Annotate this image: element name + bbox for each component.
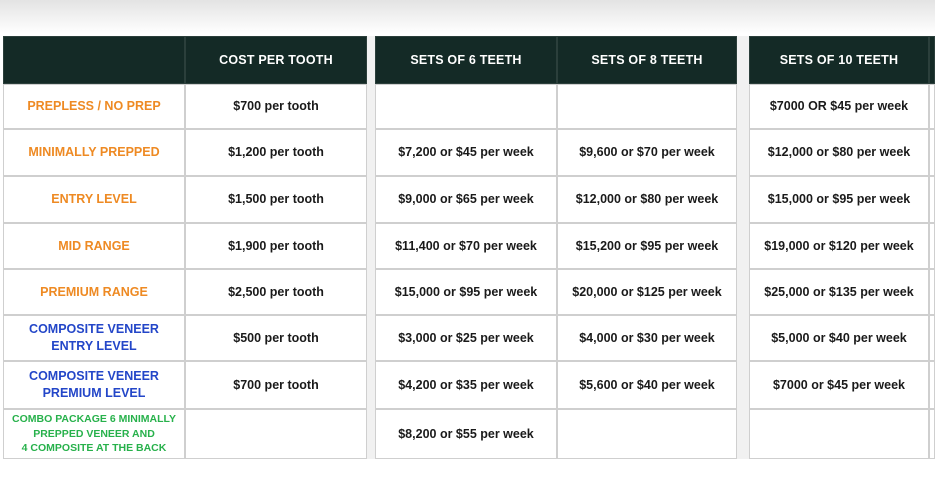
header-corner xyxy=(3,36,185,84)
sets-of-10-cell: $19,000 or $120 per week xyxy=(749,223,929,269)
sets-of-8-cell: $12,000 or $80 per week xyxy=(557,176,737,223)
overflow-cell xyxy=(929,84,935,129)
sets-of-8-cell: $20,000 or $125 per week xyxy=(557,269,737,315)
header-sets-of-10: SETS OF 10 TEETH xyxy=(749,36,929,84)
sets-of-8-cell: $4,000 or $30 per week xyxy=(557,315,737,361)
row-label-line: COMBO PACKAGE 6 MINIMALLY xyxy=(12,412,176,425)
row-label-line: PREPLESS / NO PREP xyxy=(27,99,161,114)
row-label-line: PREMIUM RANGE xyxy=(40,284,148,299)
row-label xyxy=(3,129,185,176)
sets-of-10-cell: $5,000 or $40 per week xyxy=(749,315,929,361)
overflow-cell xyxy=(929,176,935,223)
cost-per-tooth-cell: $500 per tooth xyxy=(185,315,367,361)
sets-of-8-cell xyxy=(557,409,737,459)
row-label-line: MINIMALLY PREPPED xyxy=(28,145,160,160)
header-overflow-cell xyxy=(929,36,935,84)
cost-per-tooth-cell: $700 per tooth xyxy=(185,84,367,129)
row-label-line: ENTRY LEVEL xyxy=(51,339,137,353)
cost-per-tooth-cell: $700 per tooth xyxy=(185,361,367,409)
header-sets-of-8: SETS OF 8 TEETH xyxy=(557,36,737,84)
top-toolbar-strip xyxy=(0,0,935,34)
cost-per-tooth-cell xyxy=(185,409,367,459)
sets-of-6-cell: $15,000 or $95 per week xyxy=(375,269,557,315)
cost-per-tooth-cell: $1,200 per tooth xyxy=(185,129,367,176)
row-label xyxy=(3,223,185,269)
row-label xyxy=(3,361,185,409)
sets-of-6-cell xyxy=(375,84,557,129)
row-label xyxy=(3,269,185,315)
sets-of-10-cell: $7000 OR $45 per week xyxy=(749,84,929,129)
sets-of-8-cell: $5,600 or $40 per week xyxy=(557,361,737,409)
overflow-cell xyxy=(929,223,935,269)
row-label-line: COMPOSITE VENEER xyxy=(29,322,159,337)
sets-of-6-cell: $4,200 or $35 per week xyxy=(375,361,557,409)
overflow-cell xyxy=(929,269,935,315)
sets-of-8-cell: $15,200 or $95 per week xyxy=(557,223,737,269)
sets-of-10-cell: $15,000 or $95 per week xyxy=(749,176,929,223)
cost-per-tooth-cell: $1,500 per tooth xyxy=(185,176,367,223)
sets-of-8-cell: $9,600 or $70 per week xyxy=(557,129,737,176)
sets-of-6-cell: $7,200 or $45 per week xyxy=(375,129,557,176)
cost-per-tooth-cell: $1,900 per tooth xyxy=(185,223,367,269)
column-gap xyxy=(737,36,749,459)
sets-of-10-cell xyxy=(749,409,929,459)
sets-of-8-cell xyxy=(557,84,737,129)
row-label-line: COMPOSITE VENEER xyxy=(29,369,159,384)
row-label xyxy=(3,84,185,129)
overflow-cell xyxy=(929,361,935,409)
sets-of-6-cell: $8,200 or $55 per week xyxy=(375,409,557,459)
sets-of-10-cell: $12,000 or $80 per week xyxy=(749,129,929,176)
row-label-line: ENTRY LEVEL xyxy=(51,192,137,207)
row-label-line: 4 COMPOSITE AT THE BACK xyxy=(21,442,167,455)
row-label xyxy=(3,176,185,223)
row-label-line: MID RANGE xyxy=(58,238,130,253)
header-cost-per-tooth: COST PER TOOTH xyxy=(185,36,367,84)
sets-of-6-cell: $9,000 or $65 per week xyxy=(375,176,557,223)
veneer-price-table xyxy=(3,36,935,459)
sets-of-6-cell: $3,000 or $25 per week xyxy=(375,315,557,361)
row-label xyxy=(3,409,185,459)
overflow-cell xyxy=(929,315,935,361)
row-label-line: PREPPED VENEER AND xyxy=(33,427,155,440)
row-label xyxy=(3,315,185,361)
sets-of-10-cell: $25,000 or $135 per week xyxy=(749,269,929,315)
row-label-line: PREMIUM LEVEL xyxy=(42,386,146,400)
sets-of-6-cell: $11,400 or $70 per week xyxy=(375,223,557,269)
cost-per-tooth-cell: $2,500 per tooth xyxy=(185,269,367,315)
overflow-cell xyxy=(929,129,935,176)
column-gap xyxy=(367,36,375,459)
overflow-cell xyxy=(929,409,935,459)
sets-of-10-cell: $7000 or $45 per week xyxy=(749,361,929,409)
header-sets-of-6: SETS OF 6 TEETH xyxy=(375,36,557,84)
